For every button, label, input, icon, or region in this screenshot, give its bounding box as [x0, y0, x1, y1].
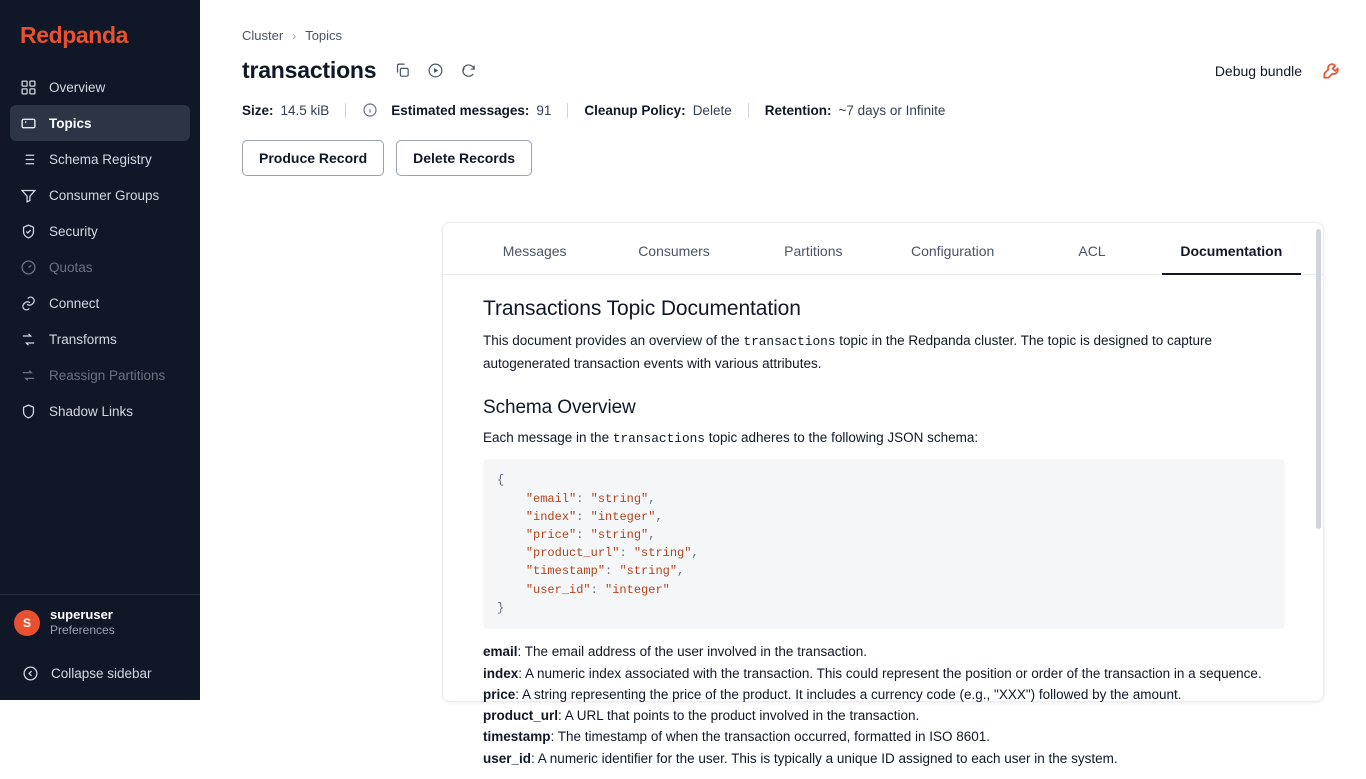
sidebar-item-consumer-groups[interactable] — [10, 177, 190, 213]
copy-icon[interactable] — [392, 60, 413, 81]
field-name: index — [483, 665, 519, 681]
field-name: price — [483, 686, 516, 702]
brand-logo[interactable]: Redpanda — [20, 22, 128, 48]
info-icon[interactable] — [362, 102, 378, 118]
main-content — [200, 0, 1366, 766]
produce-record-button[interactable]: Produce Record — [242, 140, 384, 176]
sidebar-item-label: Security — [49, 223, 98, 239]
sidebar-item-label: Shadow Links — [49, 403, 134, 419]
tab-acl[interactable]: ACL — [1078, 243, 1106, 259]
meta-value-estimated-messages: 91 — [536, 102, 552, 118]
field-desc: : A URL that points to the product involved in the transaction. — [558, 708, 920, 724]
shield-check-icon — [20, 223, 37, 240]
gauge-icon — [20, 259, 37, 276]
meta-label-size: Size: — [242, 102, 274, 118]
shield-icon — [20, 403, 37, 420]
debug-bundle-button[interactable]: Debug bundle — [1214, 62, 1302, 79]
field-desc: : A numeric identifier for the user. This is typically a unique ID assigned to each user in the system. — [531, 750, 1118, 766]
sidebar-item-reassign-partitions — [10, 357, 190, 393]
sidebar-item-transforms[interactable] — [10, 321, 190, 357]
list-icon — [20, 151, 37, 168]
tab-partitions[interactable]: Partitions — [784, 243, 843, 259]
doc-intro-pre: This document provides an overview of the — [483, 333, 744, 348]
preferences-link[interactable]: Preferences — [50, 623, 115, 638]
user-name: superuser — [50, 607, 113, 623]
meta-divider — [748, 103, 749, 118]
avatar: S — [14, 610, 40, 636]
funnel-icon — [20, 187, 37, 204]
doc-intro-post: topic in the Redpanda cluster. The topic is designed to capture autogenerated transaction events with various attributes. — [483, 333, 1213, 371]
doc-intro-code: transactions — [743, 334, 836, 349]
tab-configuration[interactable]: Configuration — [911, 243, 995, 259]
meta-label-estimated-messages: Estimated messages: — [391, 102, 530, 118]
collapse-sidebar-label: Collapse sidebar — [51, 666, 152, 681]
meta-value-size: 14.5 kiB — [280, 102, 330, 118]
field-desc: : A numeric index associated with the transaction. This could represent the position or order of the transaction in a sequence. — [518, 665, 1262, 681]
sidebar-spacer — [0, 429, 200, 594]
breadcrumb — [200, 0, 1366, 43]
tab-bar — [443, 223, 1323, 275]
link-icon — [20, 295, 37, 312]
topic-meta — [200, 84, 1366, 118]
title-actions — [392, 60, 479, 81]
title-right — [1215, 60, 1342, 82]
meta-divider — [567, 103, 568, 118]
sidebar-item-topics[interactable] — [10, 105, 190, 141]
grid-icon — [20, 79, 37, 96]
field-name: email — [483, 644, 518, 660]
field-name: timestamp — [483, 729, 551, 745]
sidebar-item-label: Connect — [49, 295, 100, 311]
doc-field-email — [483, 641, 1285, 662]
doc-heading: Transactions Topic Documentation — [483, 297, 801, 320]
sidebar-item-overview[interactable] — [10, 69, 190, 105]
sidebar-item-label: Topics — [49, 115, 92, 131]
delete-records-button[interactable]: Delete Records — [396, 140, 532, 176]
collapse-sidebar-button[interactable] — [0, 651, 200, 700]
scrollbar-thumb[interactable] — [1316, 229, 1321, 529]
sidebar-item-label: Overview — [49, 79, 106, 95]
sidebar-item-quotas — [10, 249, 190, 285]
breadcrumb-topics[interactable]: Topics — [305, 28, 343, 43]
doc-field-price — [483, 684, 1285, 705]
sidebar-item-schema-registry[interactable] — [10, 141, 190, 177]
doc-schema-pre: Each message in the — [483, 429, 613, 445]
sidebar-item-label: Transforms — [49, 331, 117, 347]
doc-schema-line — [483, 427, 1285, 450]
doc-schema-code: transactions — [612, 430, 705, 446]
tab-messages[interactable]: Messages — [502, 243, 567, 259]
topic-detail-card — [442, 222, 1324, 766]
chevron-left-circle-icon — [22, 665, 39, 682]
doc-subheading-schema-overview: Schema Overview — [483, 396, 636, 418]
tab-documentation[interactable]: Documentation — [1162, 223, 1301, 275]
sidebar-item-shadow-links[interactable] — [10, 393, 190, 429]
refresh-icon[interactable] — [458, 60, 479, 81]
schema-code-block: { "email": "string", "index": "integer", "price": "string", "product_url": "string", "timestamp": "string", "user_id": "integer" } — [483, 459, 1285, 629]
doc-field-product-url — [483, 705, 1285, 726]
meta-value-cleanup-policy: Delete — [692, 102, 732, 118]
sidebar-item-label: Consumer Groups — [49, 187, 160, 203]
title-row — [200, 43, 1366, 84]
action-buttons — [200, 118, 1366, 176]
scrollbar-track[interactable] — [1317, 225, 1322, 699]
breadcrumb-cluster[interactable]: Cluster — [242, 28, 284, 43]
documentation-panel — [443, 275, 1323, 779]
tab-consumers[interactable]: Consumers — [638, 243, 710, 259]
meta-label-cleanup-policy: Cleanup Policy: — [584, 102, 686, 118]
field-desc: : The timestamp of when the transaction occurred, formatted in ISO 8601. — [550, 729, 991, 745]
doc-field-user-id — [483, 748, 1285, 769]
sidebar-item-connect[interactable] — [10, 285, 190, 321]
doc-intro — [483, 330, 1285, 375]
meta-divider — [345, 103, 346, 118]
wrench-icon[interactable] — [1320, 60, 1342, 82]
topics-icon — [20, 115, 37, 132]
play-circle-icon[interactable] — [425, 60, 446, 81]
meta-label-retention: Retention: — [764, 102, 832, 118]
transforms-icon — [20, 331, 37, 348]
field-desc: : The email address of the user involved in the transaction. — [517, 644, 867, 660]
meta-value-retention: ~7 days or Infinite — [838, 102, 946, 118]
sidebar-item-security[interactable] — [10, 213, 190, 249]
sidebar-nav — [0, 69, 200, 429]
doc-field-timestamp — [483, 726, 1285, 747]
sidebar-item-label: Quotas — [49, 259, 93, 275]
sidebar-item-label: Reassign Partitions — [49, 367, 166, 383]
page-title: transactions — [242, 57, 377, 83]
field-name: product_url — [483, 708, 559, 724]
field-name: user_id — [483, 750, 532, 766]
field-desc: : A string representing the price of the product. It includes a currency code (e.g., "XXX") followed by the amount. — [515, 686, 1182, 702]
sidebar-item-label: Schema Registry — [49, 151, 152, 167]
user-profile[interactable] — [0, 594, 200, 651]
chevron-right-icon: › — [292, 28, 297, 43]
doc-field-index — [483, 663, 1285, 684]
doc-schema-post: topic adheres to the following JSON schema: — [704, 429, 979, 445]
sidebar — [0, 0, 200, 700]
reassign-icon — [20, 367, 37, 384]
